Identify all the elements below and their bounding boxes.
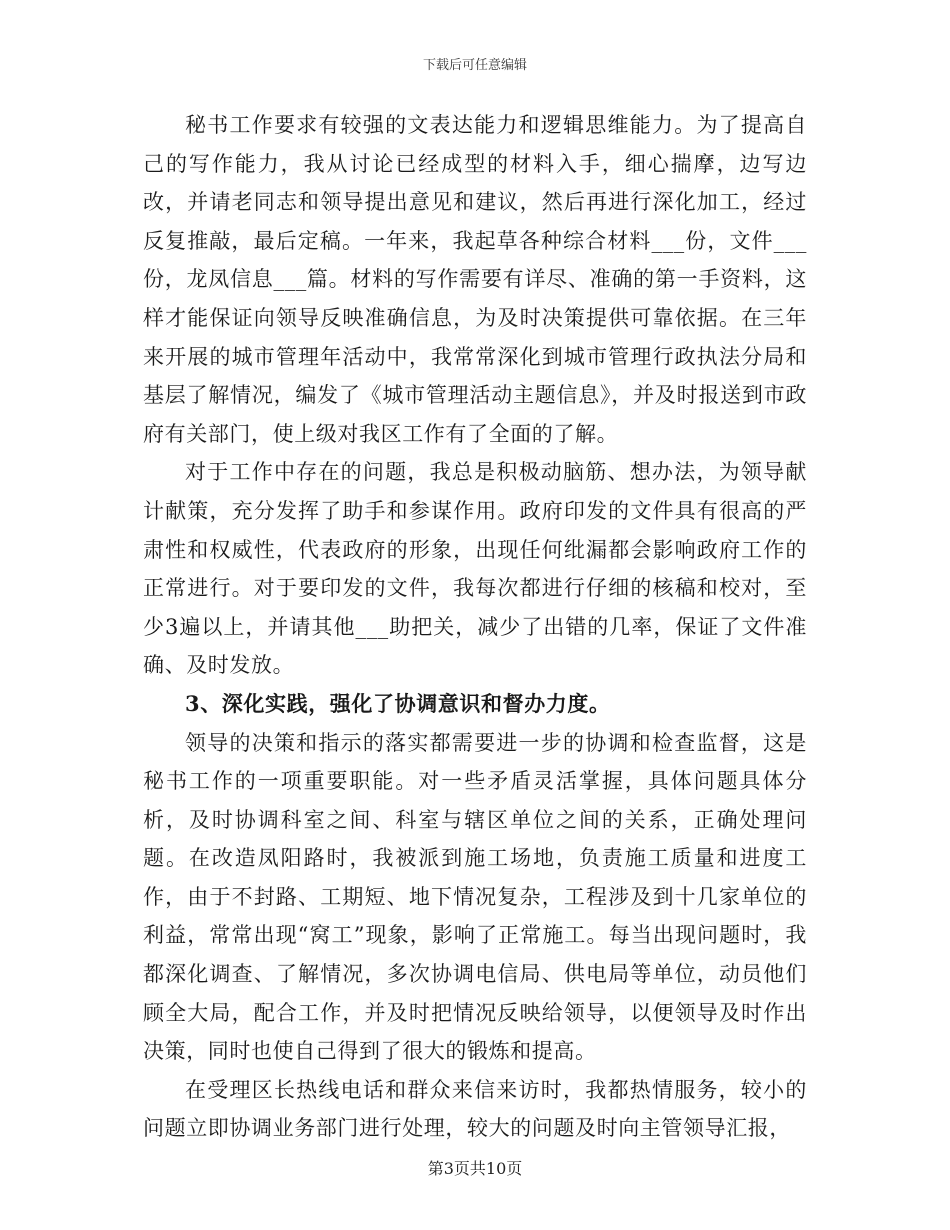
paragraph-writing-ability: 秘书工作要求有较强的文表达能力和逻辑思维能力。为了提高自己的写作能力，我从讨论已经成型的材料入手，细心揣摩，边写边改，并请老同志和领导提出意见和建议，然后再进行深化加工，经过反复推敲，最后定稿。一年来，我起草各种综合材料___份，文件___份，龙凤信息___篇。材料的写作需要有详尽、准确的第一手资料，这样才能保证向领导反映准确信息，为及时决策提供可靠依据。在三年来开展的城市管理年活动中，我常常深化到城市管理行政执法分局和基层了解情况，编发了《城市管理活动主题信息》，并及时报送到市政府有关部门，使上级对我区工作有了全面的了解。 — [143, 113, 807, 446]
paragraph-hotline: 在受理区长热线电话和群众来信来访时，我都热情服务，较小的问题立即协调业务部门进行处理，较大的问题及时向主管领导汇报， — [143, 1077, 807, 1141]
page-header: 下载后可任意编辑 — [422, 58, 527, 73]
paragraph-coordination: 领导的决策和指示的落实都需要进一步的协调和检查监督，这是秘书工作的一项重要职能。对一些矛盾灵活掌握，具体问题具体分析，及时协调科室之间、科室与辖区单位之间的关系，正确处理问题。在改造凤阳路时，我被派到施工场地，负责施工质量和进度工作，由于不封路、工期短、地下情况复杂，工程涉及到十几家单位的利益，常常出现“窝工”现象，影响了正常施工。每当出现问题时，我都深化调查、了解情况，多次协调电信局、供电局等单位，动员他们顾全大局，配合工作，并及时把情况反映给领导，以便领导及时作出决策，同时也使自己得到了很大的锻炼和提高。 — [143, 730, 807, 1064]
section-heading: 3、深化实践，强化了协调意识和督办力度。 — [185, 690, 611, 716]
page-number: 第3页共10页 — [427, 1159, 523, 1178]
paragraph-proofreading: 对于工作中存在的问题，我总是积极动脑筋、想办法，为领导献计献策，充分发挥了助手和参谋作用。政府印发的文件具有很高的严肃性和权威性，代表政府的形象，出现任何纰漏都会影响政府工作的正常进行。对于要印发的文件，我每次都进行仔细的核稿和校对，至少3遍以上，并请其他___助把关，减少了出错的几率，保证了文件准确、及时发放。 — [143, 460, 807, 678]
document-body — [143, 106, 807, 1148]
